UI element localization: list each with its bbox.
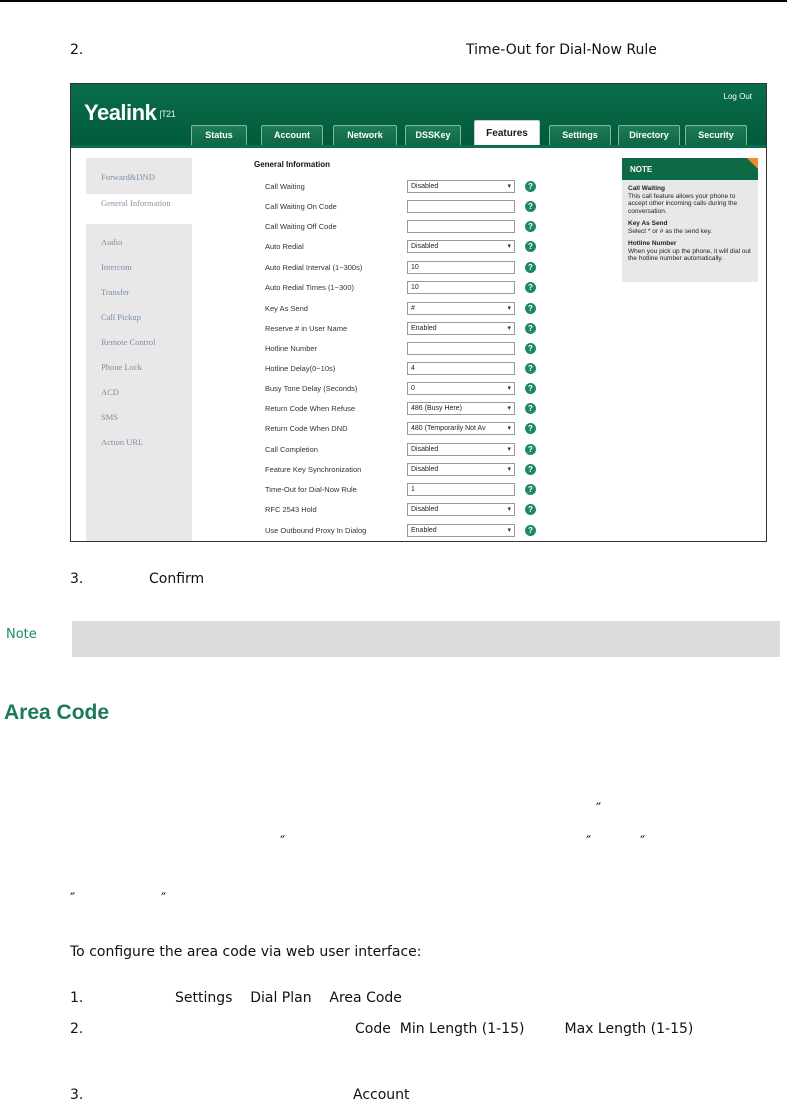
call-completion-select[interactable]: Disabled ▾: [407, 443, 515, 456]
feature-key-sync-select[interactable]: Disabled ▾: [407, 463, 515, 476]
note-panel: [622, 158, 758, 542]
note-panel-title: NOTE: [622, 158, 758, 180]
setting-row-call-completion: [71, 443, 601, 461]
help-icon[interactable]: ?: [525, 403, 536, 414]
help-icon[interactable]: ?: [525, 282, 536, 293]
step3-button-name: Confirm: [149, 571, 205, 587]
setting-label: Return Code When DND: [265, 424, 348, 433]
setting-row-call-waiting: [71, 180, 601, 198]
setting-row-key-as-send: [71, 302, 601, 320]
model-name: T21: [161, 109, 176, 120]
model-label: |T21: [159, 109, 176, 120]
brand-name: Yealink: [84, 100, 157, 125]
help-icon[interactable]: ?: [525, 323, 536, 334]
rfc-2543-hold-select[interactable]: Disabled ▾: [407, 503, 515, 516]
note-section-heading: Call Waiting: [628, 185, 665, 192]
help-icon[interactable]: ?: [525, 262, 536, 273]
step-text: Account: [353, 1087, 410, 1103]
note-section-text: When you pick up the phone, it will dial out the hotline number automatically.: [628, 247, 751, 262]
setting-label: RFC 2543 Hold: [265, 505, 317, 514]
setting-label: Busy Tone Delay (Seconds): [265, 384, 358, 393]
setting-label: Hotline Number: [265, 344, 318, 353]
auto-redial-interval-input[interactable]: 10: [407, 261, 515, 274]
setting-row-feature-key-sync: [71, 463, 601, 481]
setting-row-return-code-dnd: [71, 422, 601, 440]
call-waiting-select[interactable]: Disabled ▾: [407, 180, 515, 193]
help-icon[interactable]: ?: [525, 423, 536, 434]
return-code-dnd-select[interactable]: 480 (Temporarily Not Av ▾: [407, 422, 515, 435]
setting-row-hotline-delay: [71, 362, 601, 380]
setting-label: Feature Key Synchronization: [265, 465, 362, 474]
form-section-title: General Information: [254, 160, 331, 169]
help-icon[interactable]: ?: [525, 383, 536, 394]
logout-link[interactable]: Log Out: [723, 92, 752, 101]
setting-row-hotline-number: [71, 342, 601, 360]
setting-label: Call Waiting: [265, 182, 305, 191]
setting-label: Call Waiting Off Code: [265, 222, 337, 231]
note-box: [72, 621, 780, 657]
setting-label: Auto Redial: [265, 242, 304, 251]
step2-number: 2.: [70, 42, 84, 58]
sidebar-item-remote-control[interactable]: Remote Control: [101, 337, 156, 347]
quote-mark: ″: [586, 834, 592, 850]
corner-fold-icon: [747, 158, 758, 169]
help-icon[interactable]: ?: [525, 525, 536, 536]
tab-network[interactable]: Network: [333, 125, 397, 145]
sidebar-item-acd[interactable]: ACD: [101, 387, 119, 397]
setting-label: Auto Redial Interval (1~300s): [265, 263, 363, 272]
tab-settings[interactable]: Settings: [549, 125, 611, 145]
quote-mark: ″: [161, 891, 167, 907]
setting-label: Call Waiting On Code: [265, 202, 337, 211]
step2-field-name: Time-Out for Dial-Now Rule: [466, 42, 657, 58]
setting-row-reserve-user-name: [71, 322, 601, 340]
setting-row-auto-redial-times: [71, 281, 601, 299]
brand-logo: [84, 100, 175, 126]
setting-label: Use Outbound Proxy In Dialog: [265, 526, 367, 535]
tab-directory[interactable]: Directory: [618, 125, 680, 145]
setting-row-auto-redial: [71, 240, 601, 258]
sidebar-item-transfer[interactable]: Transfer: [101, 287, 130, 297]
quote-mark: ″: [640, 834, 646, 850]
help-icon[interactable]: ?: [525, 343, 536, 354]
tab-account[interactable]: Account: [261, 125, 323, 145]
sidebar-item-forward-dnd[interactable]: Forward&DND: [101, 172, 155, 182]
setting-row-busy-tone-delay: [71, 382, 601, 400]
sidebar-item-sms[interactable]: SMS: [101, 412, 119, 422]
note-panel-body: [622, 180, 758, 282]
help-icon[interactable]: ?: [525, 504, 536, 515]
setting-row-return-code-refuse: [71, 402, 601, 420]
step-text: Settings Dial Plan Area Code: [175, 990, 402, 1006]
help-icon[interactable]: ?: [525, 464, 536, 475]
note-label: Note: [6, 627, 37, 642]
setting-row-outbound-proxy: [71, 524, 601, 542]
setting-label: Time-Out for Dial-Now Rule: [265, 485, 357, 494]
help-icon[interactable]: ?: [525, 241, 536, 252]
quote-mark: ″: [70, 891, 76, 907]
note-section-text: Select * or # as the send key.: [628, 227, 713, 235]
hotline-number-input[interactable]: [407, 342, 515, 355]
note-section: [628, 240, 752, 263]
note-section-heading: Key As Send: [628, 220, 668, 227]
step-text: Code Min Length (1-15) Max Length (1-15): [355, 1021, 694, 1037]
setting-row-call-waiting-off-code: [71, 220, 601, 238]
busy-tone-delay-select[interactable]: 0 ▾: [407, 382, 515, 395]
note-section: [628, 185, 752, 215]
procedure-title: To configure the area code via web user interface:: [70, 944, 422, 960]
tab-dsskey[interactable]: DSSKey: [405, 125, 461, 145]
setting-row-call-waiting-on-code: [71, 200, 601, 218]
call-waiting-off-code-input[interactable]: [407, 220, 515, 233]
key-as-send-select[interactable]: # ▾: [407, 302, 515, 315]
quote-mark: ″: [596, 801, 602, 817]
help-icon[interactable]: ?: [525, 444, 536, 455]
setting-label: Key As Send: [265, 304, 308, 313]
section-heading: Area Code: [4, 701, 110, 724]
outbound-proxy-select[interactable]: Enabled ▾: [407, 524, 515, 537]
auto-redial-times-input[interactable]: 10: [407, 281, 515, 294]
help-icon[interactable]: ?: [525, 363, 536, 374]
setting-label: Reserve # in User Name: [265, 324, 348, 333]
note-section: [628, 220, 752, 235]
sidebar-item-phone-lock[interactable]: Phone Lock: [101, 362, 142, 372]
setting-label: Auto Redial Times (1~300): [265, 283, 355, 292]
quote-mark: ″: [280, 834, 286, 850]
tab-status[interactable]: Status: [191, 125, 247, 145]
help-icon[interactable]: ?: [525, 201, 536, 212]
sidebar-item-audio[interactable]: Audio: [101, 237, 123, 247]
sidebar-item-general-information[interactable]: General Information: [86, 194, 192, 224]
help-icon[interactable]: ?: [525, 484, 536, 495]
return-code-refuse-select[interactable]: 486 (Busy Here) ▾: [407, 402, 515, 415]
setting-row-dial-now-timeout: [71, 483, 601, 501]
note-section-heading: Hotline Number: [628, 240, 677, 247]
auto-redial-select[interactable]: Disabled ▾: [407, 240, 515, 253]
help-icon[interactable]: ?: [525, 303, 536, 314]
help-icon[interactable]: ?: [525, 221, 536, 232]
page-top-rule: [0, 0, 787, 2]
dial-now-timeout-input[interactable]: 1: [407, 483, 515, 496]
tab-security[interactable]: Security: [685, 125, 747, 145]
web-ui-screenshot: [70, 83, 767, 542]
note-section-text: This call feature allows your phone to accept other incoming calls during the conversation.: [628, 192, 738, 215]
call-waiting-on-code-input[interactable]: [407, 200, 515, 213]
sidebar-item-action-url[interactable]: Action URL: [101, 437, 144, 447]
setting-label: Return Code When Refuse: [265, 404, 356, 413]
hotline-delay-input[interactable]: 4: [407, 362, 515, 375]
reserve-user-name-select[interactable]: Enabled ▾: [407, 322, 515, 335]
step-number: 2.: [70, 1021, 84, 1037]
setting-label: Call Completion: [265, 445, 318, 454]
step-number: 3.: [70, 1087, 84, 1103]
sidebar-item-call-pickup[interactable]: Call Pickup: [101, 312, 141, 322]
step3-number: 3.: [70, 571, 84, 587]
tab-underline: [71, 145, 766, 148]
step-number: 1.: [70, 990, 84, 1006]
setting-row-rfc-2543-hold: [71, 503, 601, 521]
setting-label: Hotline Delay(0~10s): [265, 364, 336, 373]
sidebar-item-intercom[interactable]: Intercom: [101, 262, 132, 272]
setting-row-auto-redial-interval: [71, 261, 601, 279]
tab-features[interactable]: Features: [474, 120, 540, 146]
help-icon[interactable]: ?: [525, 181, 536, 192]
web-ui-header: [71, 84, 766, 146]
